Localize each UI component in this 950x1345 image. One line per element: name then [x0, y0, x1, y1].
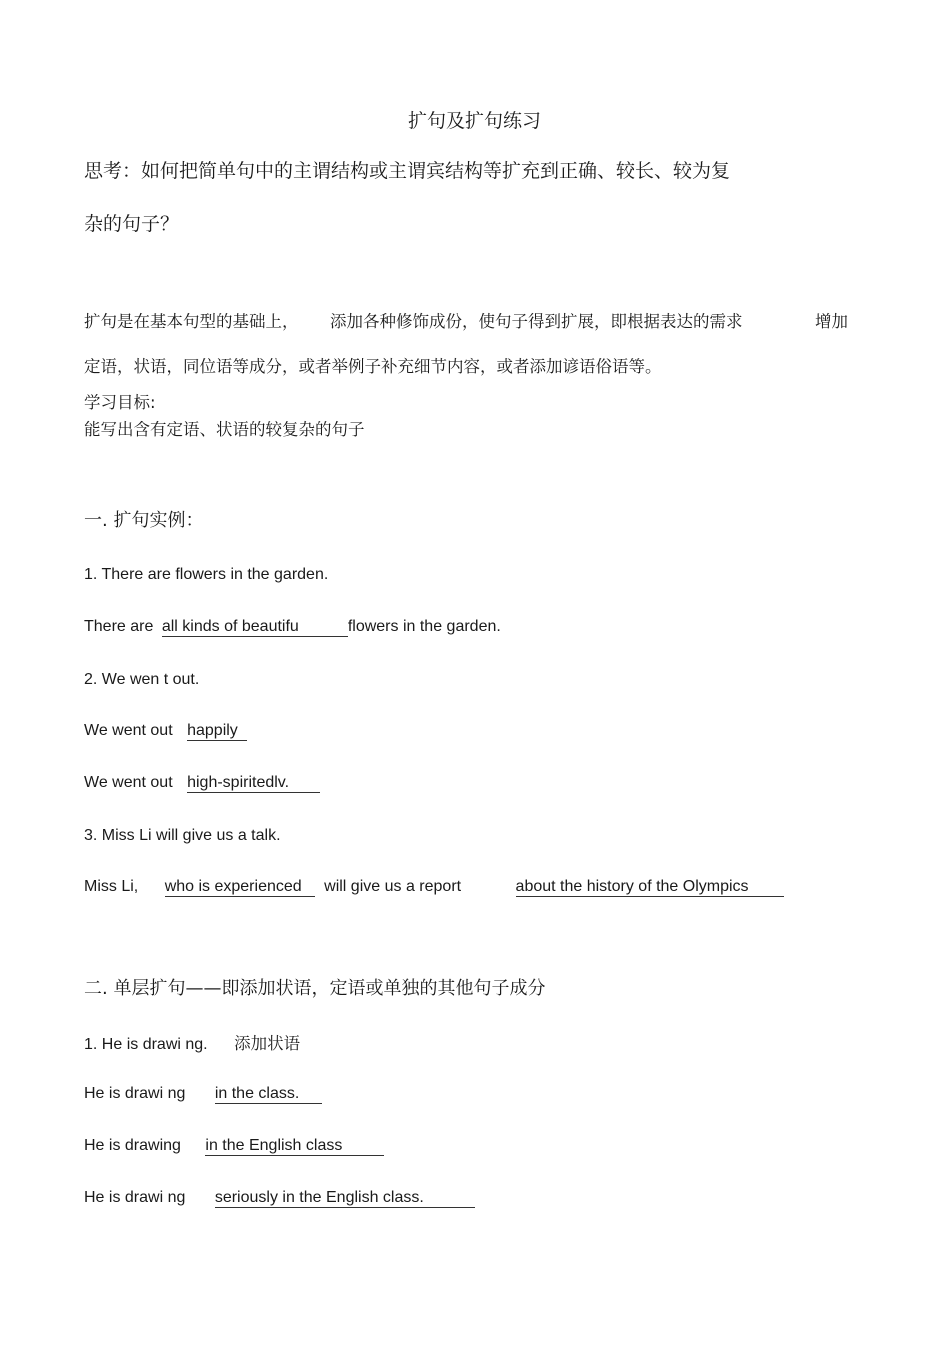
section2-expanded-c — [84, 1190, 475, 1208]
sentence-text: We went out — [84, 722, 173, 739]
intro-text-line2: 定语，状语，同位语等成分，或者举例子补充细节内容，或者添加谚语俗语等。 — [84, 357, 662, 376]
sentence-text: He is drawi ng — [84, 1189, 186, 1206]
blank-fill: in the class. — [215, 1086, 322, 1104]
sentence-text: 1. He is drawi ng. — [84, 1036, 208, 1053]
blank-fill: all kinds of beautifu — [162, 619, 348, 637]
example2-expanded-sentence-a — [84, 723, 247, 741]
think-question-line1: 思考：如何把简单句中的主谓结构或主谓宾结构等扩充到正确、较长、较为复 — [84, 160, 731, 182]
sentence-text: We went out — [84, 774, 173, 791]
section2-heading: 二. 单层扩句——即添加状语，定语或单独的其他句子成分 — [84, 978, 546, 999]
blank-fill: about the history of the Olympics — [516, 879, 784, 897]
blank-fill: in the English class — [205, 1138, 384, 1156]
goal-label: 学习目标: — [84, 393, 156, 412]
sentence-text: Miss Li, — [84, 878, 139, 895]
page-title: 扩句及扩句练习 — [408, 110, 542, 132]
blank-fill: happily — [187, 723, 247, 741]
blank-fill: seriously in the English class. — [215, 1190, 475, 1208]
intro-text-a: 扩句是在基本句型的基础上， — [84, 312, 299, 331]
intro-text-b: 添加各种修饰成份，使句子得到扩展，即根据表达的需求 — [330, 312, 743, 331]
sentence-text: He is drawi ng — [84, 1085, 186, 1102]
section2-expanded-b — [84, 1138, 384, 1156]
section2-example1-base — [84, 1036, 300, 1053]
goal-text: 能写出含有定语、状语的较复杂的句子 — [84, 420, 365, 439]
example3-expanded-sentence — [84, 879, 784, 897]
example3-base-sentence: 3. Miss Li will give us a talk. — [84, 827, 281, 844]
example2-expanded-sentence-b — [84, 775, 320, 793]
section1-heading: 一. 扩句实例： — [84, 510, 204, 531]
example1-expanded-sentence — [84, 619, 501, 637]
example1-base-sentence: 1. There are flowers in the garden. — [84, 566, 329, 583]
sentence-text: will give us a report — [324, 878, 462, 895]
section2-expanded-a — [84, 1086, 322, 1104]
sentence-text: flowers in the garden. — [347, 618, 501, 635]
blank-fill: who is experienced — [165, 879, 315, 897]
intro-text-c: 增加 — [815, 312, 848, 331]
exercise-note: 添加状语 — [234, 1035, 301, 1053]
blank-fill: high-spiritedlv. — [187, 775, 320, 793]
think-question-line2: 杂的句子？ — [84, 213, 180, 235]
example2-base-sentence: 2. We wen t out. — [84, 671, 200, 688]
sentence-text: He is drawing — [84, 1137, 181, 1154]
sentence-text: There are — [84, 618, 154, 635]
